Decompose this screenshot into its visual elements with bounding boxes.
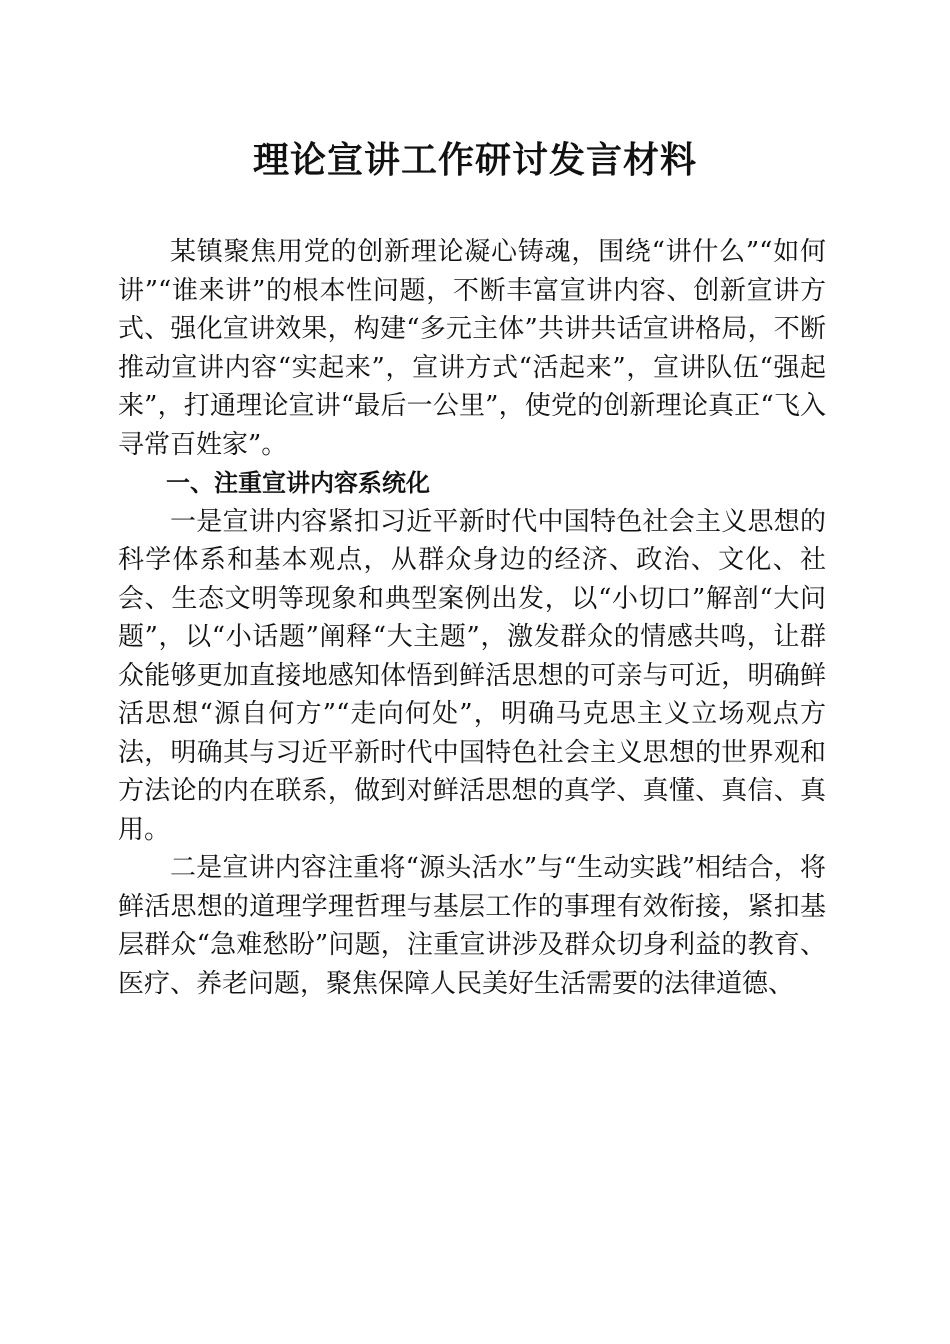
body-paragraph-1: 一是宣讲内容紧扣习近平新时代中国特色社会主义思想的科学体系和基本观点，从群众身边的经济、政治、文化、社会、生态文明等现象和典型案例出发，以“小切口”解剖“大问题”，以“小话题”阐释“大主题”，激发群众的情感共鸣，让群众能够更加直接地感知体悟到鲜活思想的可亲与可近，明确鲜活思想“源自何方”“走向何处”，明确马克思主义立场观点方法，明确其与习近平新时代中国特色社会主义思想的世界观和方法论的内在联系，做到对鲜活思想的真学、真懂、真信、真用。 [118,506,826,845]
document-body [118,233,826,1003]
section-heading: 一、注重宣讲内容系统化 [166,469,430,497]
document-title: 理论宣讲工作研讨发言材料 [252,139,697,181]
body-paragraph-2: 二是宣讲内容注重将“源头活水”与“生动实践”相结合，将鲜活思想的道理学理哲理与基层工作的事理有效衔接，紧扣基层群众“急难愁盼”问题，注重宣讲涉及群众切身利益的教育、医疗、养老问题，聚焦保障人民美好生活需要的法律道德、 [118,853,826,999]
intro-paragraph: 某镇聚焦用党的创新理论凝心铸魂，围绕“讲什么”“如何讲”“谁来讲”的根本性问题，不断丰富宣讲内容、创新宣讲方式、强化宣讲效果，构建“多元主体”共讲共话宣讲格局，不断推动宣讲内容“实起来”，宣讲方式“活起来”，宣讲队伍“强起来”，打通理论宣讲“最后一公里”，使党的创新理论真正“飞入寻常百姓家”。 [118,237,826,460]
